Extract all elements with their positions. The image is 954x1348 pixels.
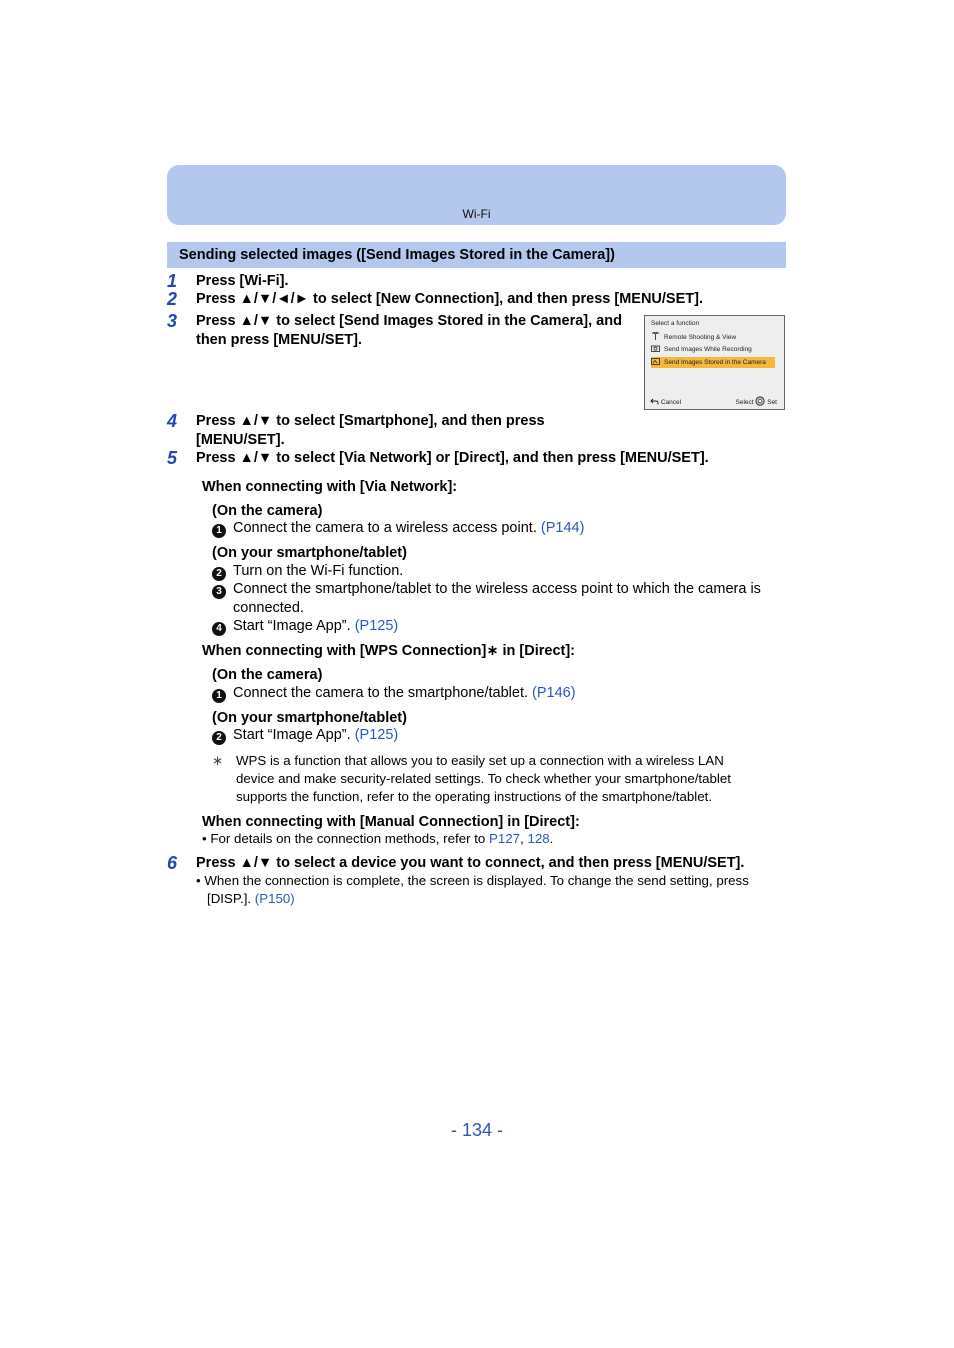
manual-heading: When connecting with [Manual Connection] in [Direct]: (202, 814, 580, 830)
wps-note-line-1: WPS is a function that allows you to easily set up a connection with a wireless LAN (236, 753, 724, 768)
camera-send-icon (651, 344, 660, 352)
via-network-step-3 (212, 580, 761, 599)
wps-phone-label: (On your smartphone/tablet) (212, 710, 407, 726)
step-circle-4: 4 (212, 622, 226, 636)
step-6-text: Press ▲/▼ to select a device you want to connect, and then press [MENU/SET]. (196, 855, 745, 871)
step-text: Connect the camera to the smartphone/tablet. (233, 685, 533, 701)
via-network-step-3-cont: connected. (233, 600, 304, 616)
step-number-6: 6 (167, 853, 178, 873)
link-p125[interactable]: (P125) (354, 618, 399, 634)
step-circle-2: 2 (212, 567, 226, 581)
link-p150[interactable]: (P150) (254, 891, 295, 906)
via-network-heading: When connecting with [Via Network]: (202, 479, 458, 495)
via-network-step-1 (212, 519, 584, 538)
wps-note-line-2: device and make security-related settings. To check whether your smartphone/tablet (236, 771, 731, 786)
link-p125[interactable]: (P125) (354, 727, 399, 743)
manual-bullet-text: • For details on the connection methods, refer to (202, 831, 489, 846)
step-6-note-line-1: • When the connection is complete, the screen is displayed. To change the send setting, press (196, 873, 749, 888)
step-6-note-text: [DISP.]. (207, 891, 255, 906)
link-p146[interactable]: (P146) (532, 685, 576, 701)
screen-cancel (650, 398, 681, 406)
step-text: Connect the smartphone/tablet to the wireless access point to which the camera is (233, 581, 761, 597)
step-circle-1: 1 (212, 524, 226, 538)
wps-heading: When connecting with [WPS Connection]∗ in [Direct]: (202, 643, 576, 659)
step-1-text: Press [Wi-Fi]. (196, 273, 289, 289)
screen-item-send-recording (651, 344, 775, 355)
wps-step-2 (212, 726, 398, 745)
step-text: Start “Image App”. (233, 727, 355, 743)
screen-item-label: Send Images Stored in the Camera (664, 359, 766, 366)
screen-item-send-stored (651, 357, 775, 368)
screen-set-label: Set (767, 399, 777, 406)
screen-select-label: Select (735, 399, 754, 406)
page-number: - 134 - (450, 1120, 504, 1140)
step-number-5: 5 (167, 448, 178, 468)
antenna-icon (651, 332, 660, 340)
screen-title: Select a function (651, 320, 700, 327)
step-3-line-1: Press ▲/▼ to select [Send Images Stored in the Camera], and (196, 313, 622, 329)
wps-note-line-3: supports the function, refer to the operating instructions of the smartphone/tablet. (236, 789, 713, 804)
screen-item-label: Remote Shooting & View (664, 334, 737, 341)
step-number-3: 3 (167, 311, 178, 331)
separator: , (520, 831, 528, 846)
screen-item-label: Send Images While Recording (664, 346, 752, 353)
step-text: Connect the camera to a wireless access point. (233, 520, 541, 536)
screen-item-remote (651, 332, 775, 343)
step-number-1: 1 (167, 271, 178, 291)
step-4-line-2: [MENU/SET]. (196, 432, 285, 448)
step-circle-2: 2 (212, 731, 226, 745)
step-text: Turn on the Wi-Fi function. (233, 563, 404, 579)
step-5-text: Press ▲/▼ to select [Via Network] or [Direct], and then press [MENU/SET]. (196, 450, 709, 466)
period: . (549, 831, 554, 846)
step-number-4: 4 (167, 411, 178, 431)
screen-cancel-label: Cancel (660, 399, 682, 406)
section-title: Sending selected images ([Send Images Stored in the Camera]) (167, 242, 786, 268)
via-network-camera-label: (On the camera) (212, 503, 323, 519)
step-6-note-line-2 (207, 890, 295, 908)
step-circle-3: 3 (212, 585, 226, 599)
via-network-phone-label: (On your smartphone/tablet) (212, 545, 407, 561)
screen-select-set (736, 396, 777, 406)
link-p144[interactable]: (P144) (540, 520, 585, 536)
step-4-line-1: Press ▲/▼ to select [Smartphone], and then press (196, 413, 545, 429)
link-p127[interactable]: P127 (489, 831, 521, 846)
step-text: Start “Image App”. (233, 618, 355, 634)
step-number-2: 2 (167, 289, 178, 309)
step-3-line-2: then press [MENU/SET]. (196, 332, 362, 348)
stored-images-icon (651, 357, 660, 365)
step-2-text: Press ▲/▼/◄/► to select [New Connection], and then press [MENU/SET]. (196, 291, 703, 307)
wps-camera-label: (On the camera) (212, 667, 323, 683)
via-network-step-2 (212, 562, 403, 581)
via-network-step-4 (212, 617, 398, 636)
menu-set-dial-icon (755, 396, 765, 406)
back-arrow-icon (650, 398, 659, 405)
chapter-label: Wi-Fi (462, 207, 491, 221)
wps-note-mark: ∗ (212, 753, 224, 768)
wps-step-1 (212, 684, 576, 703)
camera-screen (644, 315, 785, 410)
link-128[interactable]: 128 (527, 831, 550, 846)
manual-bullet (202, 830, 553, 848)
step-circle-1: 1 (212, 689, 226, 703)
